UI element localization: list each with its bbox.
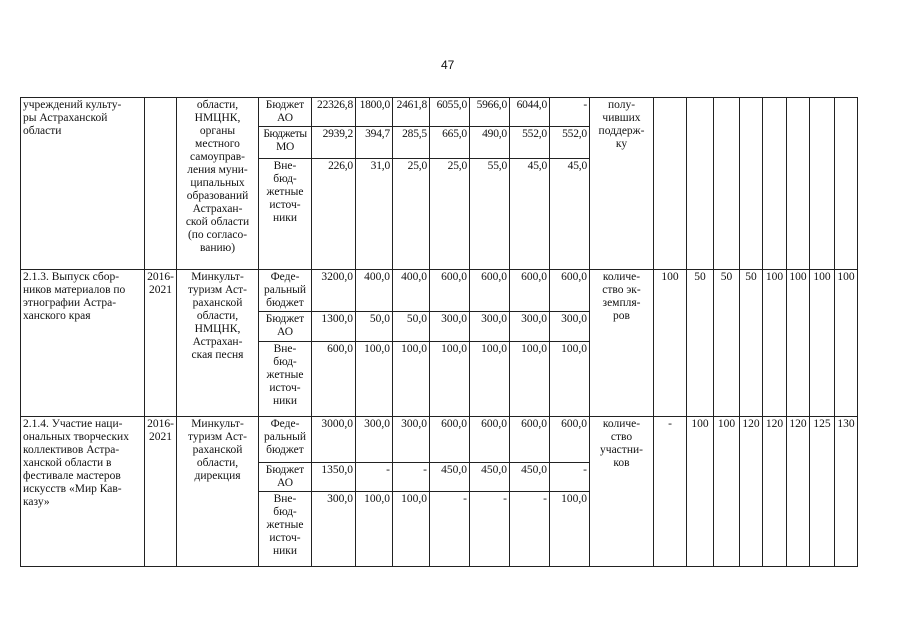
target-value-cell [787,98,810,270]
amount-cell: 300,0 [430,312,470,342]
target-value-cell [763,98,787,270]
amount-cell: 31,0 [356,159,393,270]
table-row [21,98,880,127]
amount-cell: 100,0 [393,342,430,417]
amount-cell: 100,0 [430,342,470,417]
indicator-cell: количе- ство эк- земпля- ров [590,270,654,417]
amount-cell: 45,0 [550,159,590,270]
amount-cell: 100,0 [510,342,550,417]
amount-cell: 3200,0 [312,270,356,312]
target-value-cell: 125 [810,417,835,567]
period-cell [145,98,177,270]
amount-cell: 100,0 [550,492,590,567]
page-number: 47 [441,58,455,72]
amount-cell: 300,0 [393,417,430,463]
amount-cell: 2461,8 [393,98,430,127]
amount-cell: 552,0 [550,127,590,159]
amount-cell: 300,0 [312,492,356,567]
amount-cell: 400,0 [356,270,393,312]
amount-cell: 450,0 [470,463,510,492]
amount-cell: 1350,0 [312,463,356,492]
amount-cell: 600,0 [430,270,470,312]
funding-source-cell: Вне- бюд- жетные источ- ники [259,492,312,567]
amount-cell: 55,0 [470,159,510,270]
amount-cell: - [550,463,590,492]
amount-cell: 600,0 [430,417,470,463]
executor-cell: Минкульт- туризм Аст- раханской области, НМЦНК, Астрахан- ская песня [177,270,259,417]
amount-cell: 300,0 [510,312,550,342]
amount-cell: 450,0 [430,463,470,492]
target-value-cell [654,98,687,270]
amount-cell: 6044,0 [510,98,550,127]
amount-cell: - [510,492,550,567]
amount-cell: 100,0 [393,492,430,567]
amount-cell: - [550,98,590,127]
executor-cell: Минкульт- туризм Аст- раханской области, дирекция [177,417,259,567]
funding-source-cell: Бюджет АО [259,463,312,492]
amount-cell: 25,0 [430,159,470,270]
amount-cell: 600,0 [470,417,510,463]
target-value-cell: 130 [835,417,858,567]
amount-cell: 490,0 [470,127,510,159]
target-value-cell: 50 [687,270,714,417]
funding-source-cell: Вне- бюд- жетные источ- ники [259,159,312,270]
funding-source-cell: Бюджеты МО [259,127,312,159]
amount-cell: 100,0 [550,342,590,417]
amount-cell: 1300,0 [312,312,356,342]
amount-cell: 2939,2 [312,127,356,159]
period-cell: 2016- 2021 [145,270,177,417]
amount-cell: 600,0 [550,270,590,312]
amount-cell: 50,0 [356,312,393,342]
amount-cell: 600,0 [510,417,550,463]
target-value-cell: 100 [787,270,810,417]
target-value-cell: 100 [810,270,835,417]
activity-name-cell: учреждений культу- ры Астраханской области [21,98,145,270]
target-value-cell: 100 [763,270,787,417]
activity-name-cell: 2.1.4. Участие наци- ональных творческих коллективов Астра- ханской области в фестивале мастеров искусств «Мир Кав- казу» [21,417,145,567]
budget-table [20,97,880,567]
amount-cell: 285,5 [393,127,430,159]
funding-source-cell: Феде- ральный бюджет [259,270,312,312]
amount-cell: 665,0 [430,127,470,159]
amount-cell: 100,0 [356,492,393,567]
target-value-cell [740,98,763,270]
target-value-cell: 50 [714,270,740,417]
amount-cell: 1800,0 [356,98,393,127]
amount-cell: 25,0 [393,159,430,270]
table-row [21,417,880,463]
funding-source-cell: Бюджет АО [259,98,312,127]
amount-cell: 300,0 [470,312,510,342]
funding-source-cell: Феде- ральный бюджет [259,417,312,463]
funding-source-cell: Бюджет АО [259,312,312,342]
amount-cell: 552,0 [510,127,550,159]
target-value-cell [687,98,714,270]
amount-cell: - [356,463,393,492]
amount-cell: 450,0 [510,463,550,492]
target-value-cell [835,98,858,270]
amount-cell: 6055,0 [430,98,470,127]
amount-cell: 300,0 [550,312,590,342]
target-value-cell: 100 [687,417,714,567]
executor-cell: области, НМЦНК, органы местного самоуправ- ления муни- ципальных образований Астрахан- ской области (по согласо- ванию) [177,98,259,270]
funding-source-cell: Вне- бюд- жетные источ- ники [259,342,312,417]
amount-cell: 226,0 [312,159,356,270]
target-value-cell: 50 [740,270,763,417]
amount-cell: 600,0 [470,270,510,312]
amount-cell: 400,0 [393,270,430,312]
amount-cell: 3000,0 [312,417,356,463]
target-value-cell [714,98,740,270]
target-value-cell: 100 [714,417,740,567]
amount-cell: 100,0 [470,342,510,417]
indicator-cell: полу- чивших поддерж- ку [590,98,654,270]
target-value-cell: 100 [654,270,687,417]
target-value-cell: 100 [835,270,858,417]
amount-cell: 22326,8 [312,98,356,127]
amount-cell: 394,7 [356,127,393,159]
amount-cell: 600,0 [510,270,550,312]
target-value-cell: 120 [787,417,810,567]
amount-cell: - [470,492,510,567]
table-row [21,270,880,312]
amount-cell: 45,0 [510,159,550,270]
amount-cell: - [430,492,470,567]
activity-name-cell: 2.1.3. Выпуск сбор- ников материалов по этнографии Астра- ханского края [21,270,145,417]
target-value-cell: 120 [740,417,763,567]
amount-cell: 600,0 [312,342,356,417]
amount-cell: 600,0 [550,417,590,463]
indicator-cell: количе- ство участни- ков [590,417,654,567]
target-value-cell: 120 [763,417,787,567]
target-value-cell: - [654,417,687,567]
amount-cell: 50,0 [393,312,430,342]
period-cell: 2016- 2021 [145,417,177,567]
target-value-cell [810,98,835,270]
amount-cell: 300,0 [356,417,393,463]
amount-cell: - [393,463,430,492]
amount-cell: 5966,0 [470,98,510,127]
amount-cell: 100,0 [356,342,393,417]
